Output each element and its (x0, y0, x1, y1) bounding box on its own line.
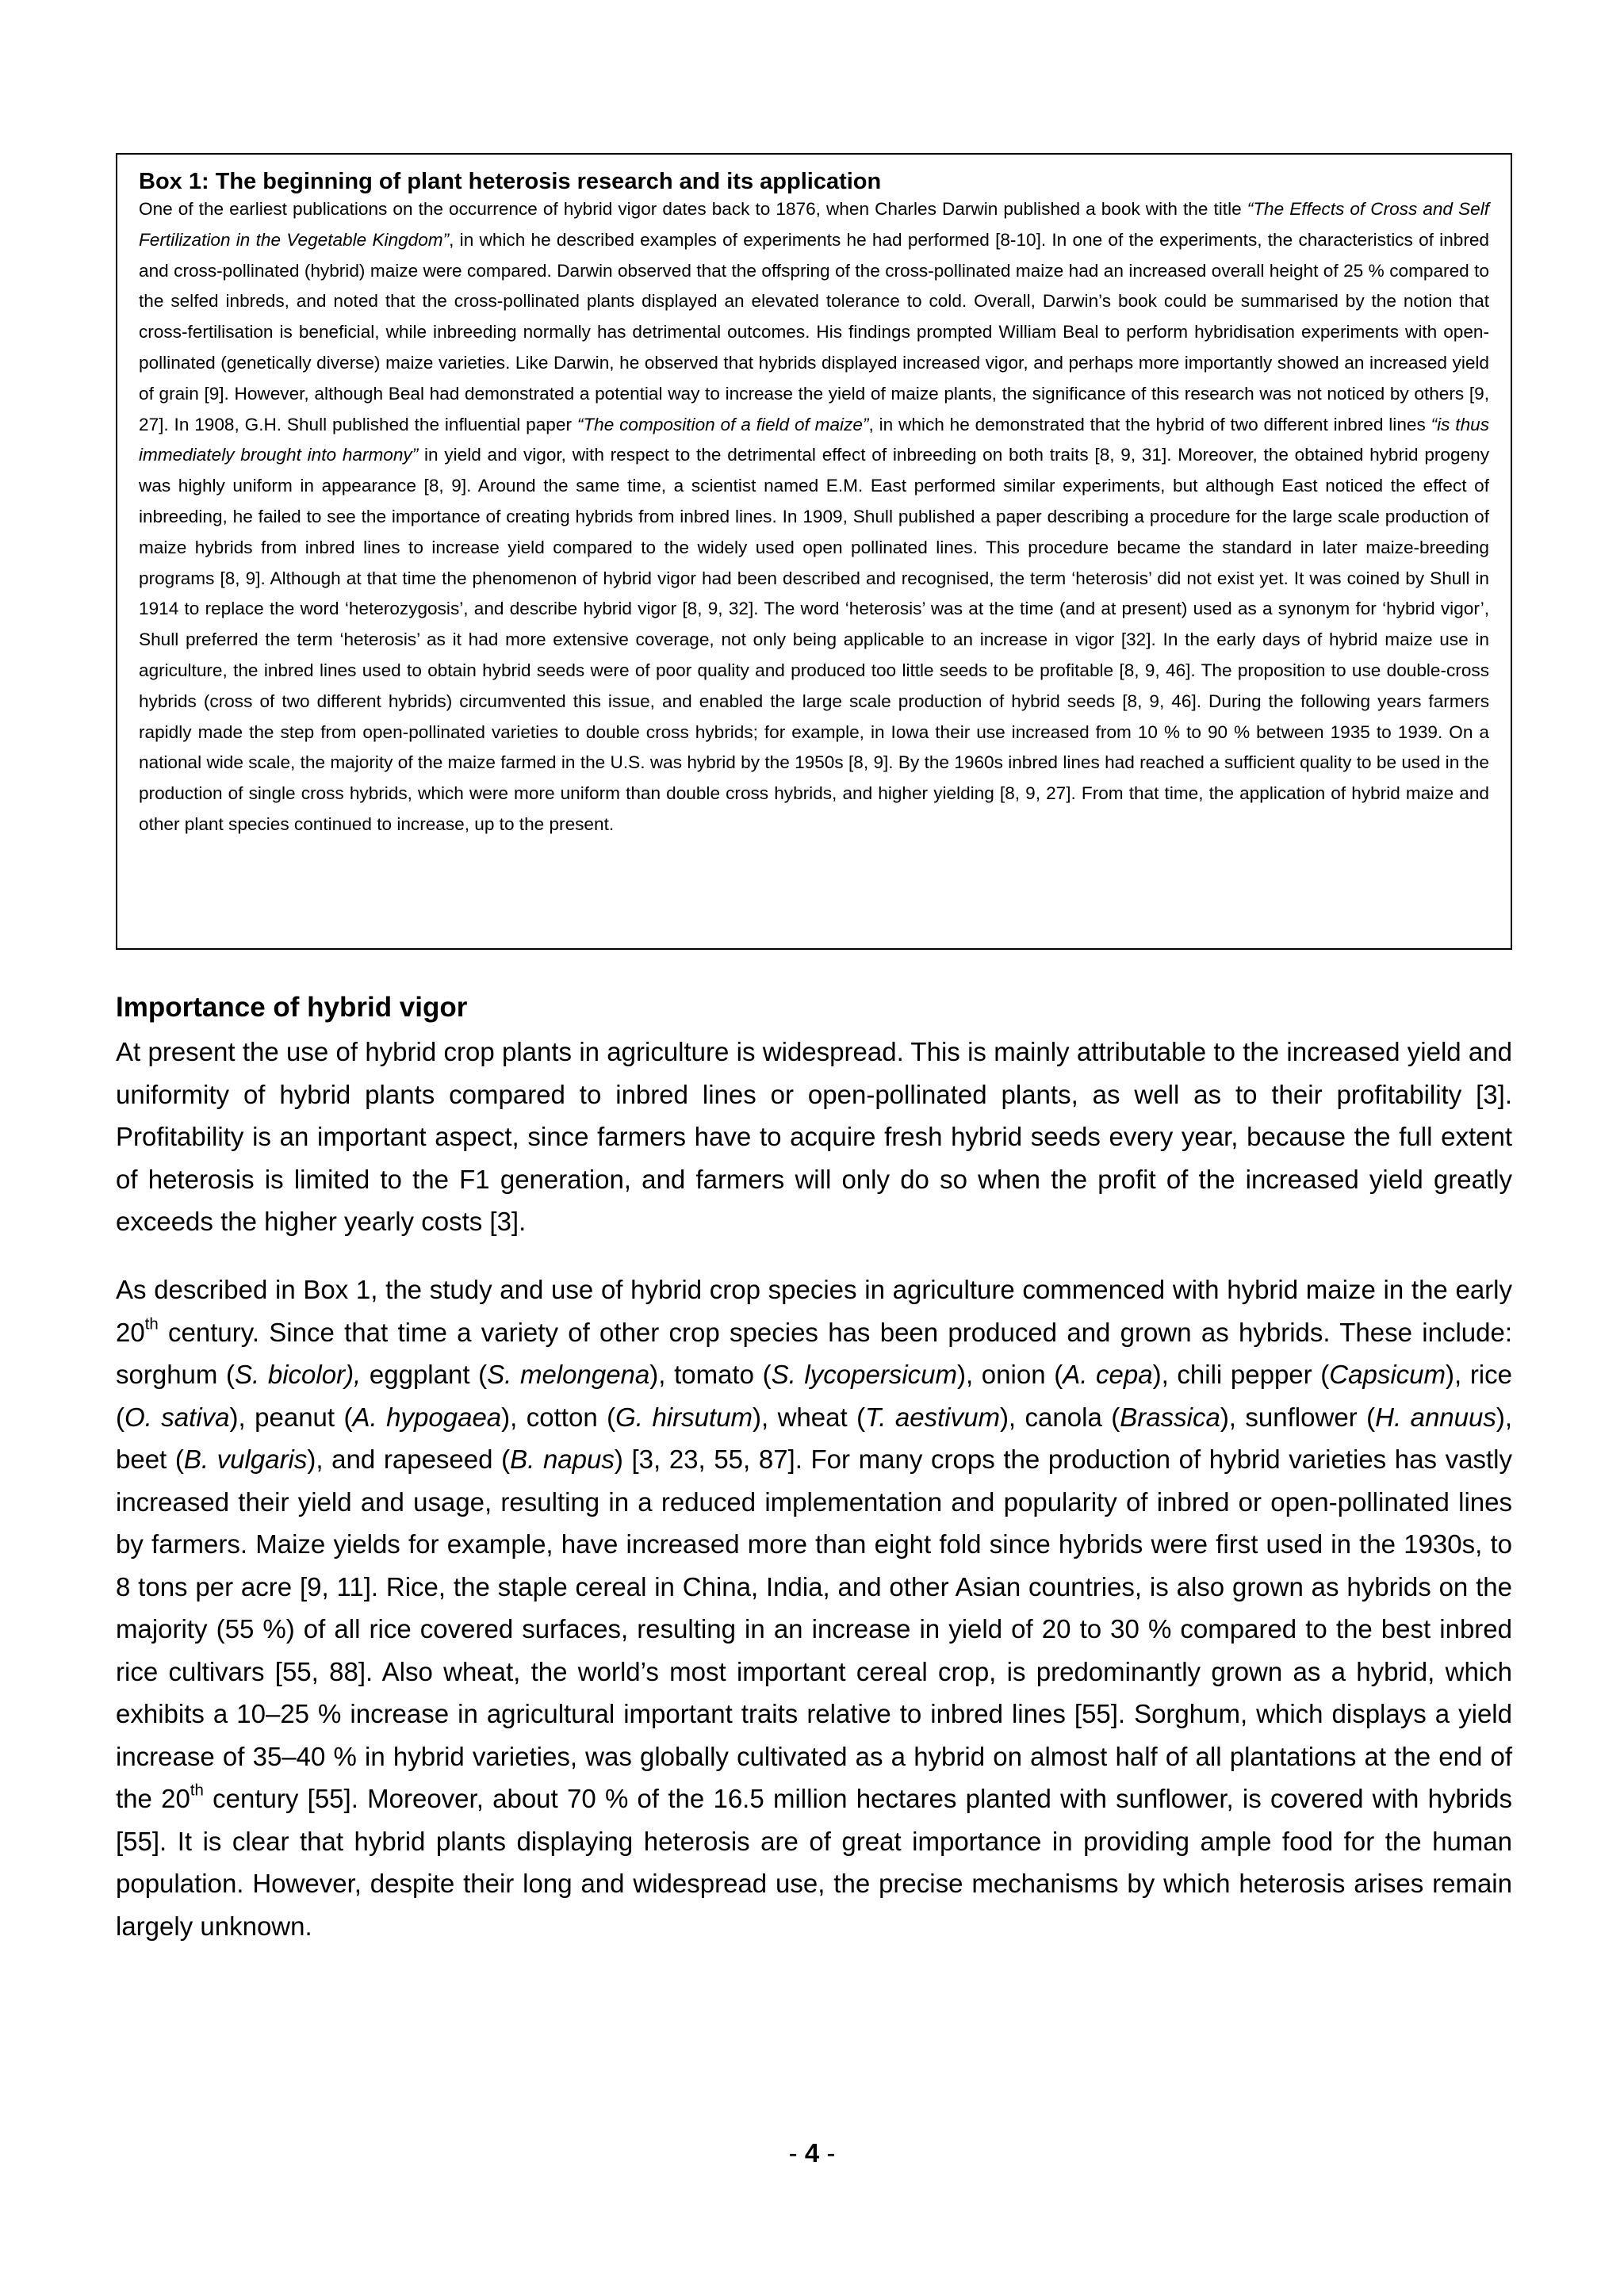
p2-text-b: century. Since that time a variety of other crop species has been produced and grown as hybrids. These include: sorghum ( (116, 1317, 1512, 1389)
box-text-4: in yield and vigor, with respect to the detrimental effect of inbreeding on both traits [8, 9, 31]. Moreover, the obtained hybrid progeny was highly uniform in appearance [8, 9]. Around the same time, a scientist named E.M. East performed similar experiments, but although East noticed the effect of inbreeding, he failed to see the importance of creating hybrids from inbred lines. In 1909, Shull published a paper describing a procedure for the large scale production of maize hybrids from inbred lines to increase yield compared to the widely used open pollinated lines. This procedure became the standard in later maize-breeding programs [8, 9]. Although at that time the phenomenon of hybrid vigor had been described and recognised, the term ‘heterosis’ did not exist yet. It was coined by Shull in 1914 to replace the word ‘heterozygosis’, and describe hybrid vigor [8, 9, 32]. The word ‘heterosis’ was at the time (and at present) used as a synonym for ‘hybrid vigor’, Shull preferred the term ‘heterosis’ as it had more extensive coverage, not only being applicable to an increase in vigor [32]. In the early days of hybrid maize use in agriculture, the inbred lines used to obtain hybrid seeds were of poor quality and produced too little seeds to be profitable [8, 9, 46]. The proposition to use double-cross hybrids (cross of two different hybrids) circumvented this issue, and enabled the large scale production of hybrid seeds [8, 9, 46]. During the following years farmers rapidly made the step from open-pollinated varieties to double cross hybrids; for example, in Iowa their use increased from 10 % to 90 % between 1935 to 1939. On a national wide scale, the majority of the maize farmed in the U.S. was hybrid by the 1950s [8, 9]. By the 1960s inbred lines had reached a sufficient quality to be used in the production of single cross hybrids, which were more uniform than double cross hybrids, and higher yielding [8, 9, 27]. From that time, the application of hybrid maize and other plant species continued to increase, up to the present. (139, 445, 1489, 834)
book-title-darwin: “The Effects of Cross and Self Fertilization in the Vegetable Kingdom” (139, 199, 1489, 250)
species-name: B. vulgaris (183, 1445, 308, 1474)
p2-text-c: eggplant ( (361, 1360, 488, 1389)
species-name: B. napus (510, 1445, 615, 1474)
box-text-1: One of the earliest publications on the occurrence of hybrid vigor dates back to 1876, when Charles Darwin published a book with the title (139, 199, 1247, 219)
p2-text-g: ), rice ( (116, 1360, 1512, 1432)
species-name: T. aestivum (865, 1402, 1000, 1432)
species-name: H. annuus (1375, 1402, 1496, 1432)
species-name: S. bicolor), (235, 1360, 362, 1389)
superscript-th: th (144, 1314, 159, 1334)
section-heading: Importance of hybrid vigor (116, 992, 468, 1023)
p2-text-k: ), canola ( (999, 1402, 1120, 1432)
p2-text-n: ), and rapeseed ( (307, 1445, 511, 1474)
p2-text-i: ), cotton ( (501, 1402, 616, 1432)
paper-title-shull: “The composition of a field of maize” (576, 414, 869, 434)
superscript-th: th (190, 1781, 204, 1800)
box-text-2: , in which he described examples of experiments he had performed [8-10]. In one of the experiments, the characteristics of inbred and cross-pollinated (hybrid) maize were compared. Darwin observed that the offspring of the cross-pollinated maize had an increased overall height of 25 % compared to the selfed inbreds, and noted that the cross-pollinated plants displayed an elevated tolerance to cold. Overall, Darwin’s book could be summarised by the notion that cross-fertilisation is beneficial, while inbreeding normally has detrimental outcomes. His findings prompted William Beal to perform hybridisation experiments with open-pollinated (genetically diverse) maize varieties. Like Darwin, he observed that hybrids displayed increased vigor, and perhaps more importantly showed an increased yield of grain [9]. However, although Beal had demonstrated a potential way to increase the yield of maize plants, the significance of this research was not noticed by others [9, 27]. In 1908, G.H. Shull published the influential paper (139, 229, 1489, 434)
species-name: Brassica (1120, 1402, 1220, 1432)
p2-text-a: As described in Box 1, the study and use of hybrid crop species in agriculture commenced with hybrid maize in the early 20 (116, 1275, 1512, 1347)
p2-text-p: century [55]. Moreover, about 70 % of the 16.5 million hectares planted with sunflower, is covered with hybrids [55]. It is clear that hybrid plants displaying heterosis are of great importance in providing ample food for the human population. However, despite their long and widespread use, the precise mechanisms by which heterosis arises remain largely unknown. (116, 1784, 1513, 1941)
box-1 (116, 153, 1512, 950)
p2-text-l: ), sunflower ( (1220, 1402, 1376, 1432)
species-name: A. cepa (1063, 1360, 1153, 1389)
shull-quote: “is thus immediately brought into harmony” (139, 414, 1490, 465)
page-number-value: 4 (804, 2138, 820, 2168)
box-title: Box 1: The beginning of plant heterosis research and its application (139, 169, 882, 194)
p2-text-m: ), beet ( (116, 1402, 1513, 1474)
species-name: S. lycopersicum (771, 1360, 957, 1389)
p2-text-f: ), chili pepper ( (1152, 1360, 1330, 1389)
species-name: A. hypogaea (352, 1402, 502, 1432)
page-number-dash-right: - (819, 2138, 836, 2168)
p2-text-o: ) [3, 23, 55, 87]. For many crops the production of hybrid varieties has vastly increased their yield and usage, resulting in a reduced implementation and popularity of inbred or open-pollinated lines by farmers. Maize yields for example, have increased more than eight fold since hybrids were first used in the 1930s, to 8 tons per acre [9, 11]. Rice, the staple cereal in China, India, and other Asian countries, is also grown as hybrids on the majority (55 %) of all rice covered surfaces, resulting in an increase in yield of 20 to 30 % compared to the best inbred rice cultivars [55, 88]. Also wheat, the world’s most important cereal crop, is predominantly grown as a hybrid, which exhibits a 10–25 % increase in agricultural important traits relative to inbred lines [55]. Sorghum, which displays a yield increase of 35–40 % in hybrid varieties, was globally cultivated as a hybrid on almost half of all plantations at the end of the 20 (116, 1445, 1512, 1813)
species-name: S. melongena (487, 1360, 650, 1389)
page-number-dash-left: - (788, 2138, 805, 2168)
box-body (139, 194, 1489, 840)
species-name: G. hirsutum (615, 1402, 753, 1432)
p2-text-e: ), onion ( (957, 1360, 1063, 1389)
p2-text-j: ), wheat ( (752, 1402, 866, 1432)
species-name: O. sativa (124, 1402, 230, 1432)
paragraph-1: At present the use of hybrid crop plants in agriculture is widespread. This is mainly attributable to the increased yield and uniformity of hybrid plants compared to inbred lines or open-pollinated plants, as well as to their profitability [3]. Profitability is an important aspect, since farmers have to acquire fresh hybrid seeds every year, because the full extent of heterosis is limited to the F1 generation, and farmers will only do so when the profit of the increased yield greatly exceeds the higher yearly costs [3]. (116, 1037, 1512, 1236)
paragraph-2 (116, 1269, 1512, 1947)
box-text-3: , in which he demonstrated that the hybrid of two different inbred lines (868, 414, 1431, 434)
species-name: Capsicum (1329, 1360, 1446, 1389)
p2-text-h: ), peanut ( (229, 1402, 353, 1432)
p2-text-d: ), tomato ( (649, 1360, 772, 1389)
page-number (0, 2137, 1624, 2169)
